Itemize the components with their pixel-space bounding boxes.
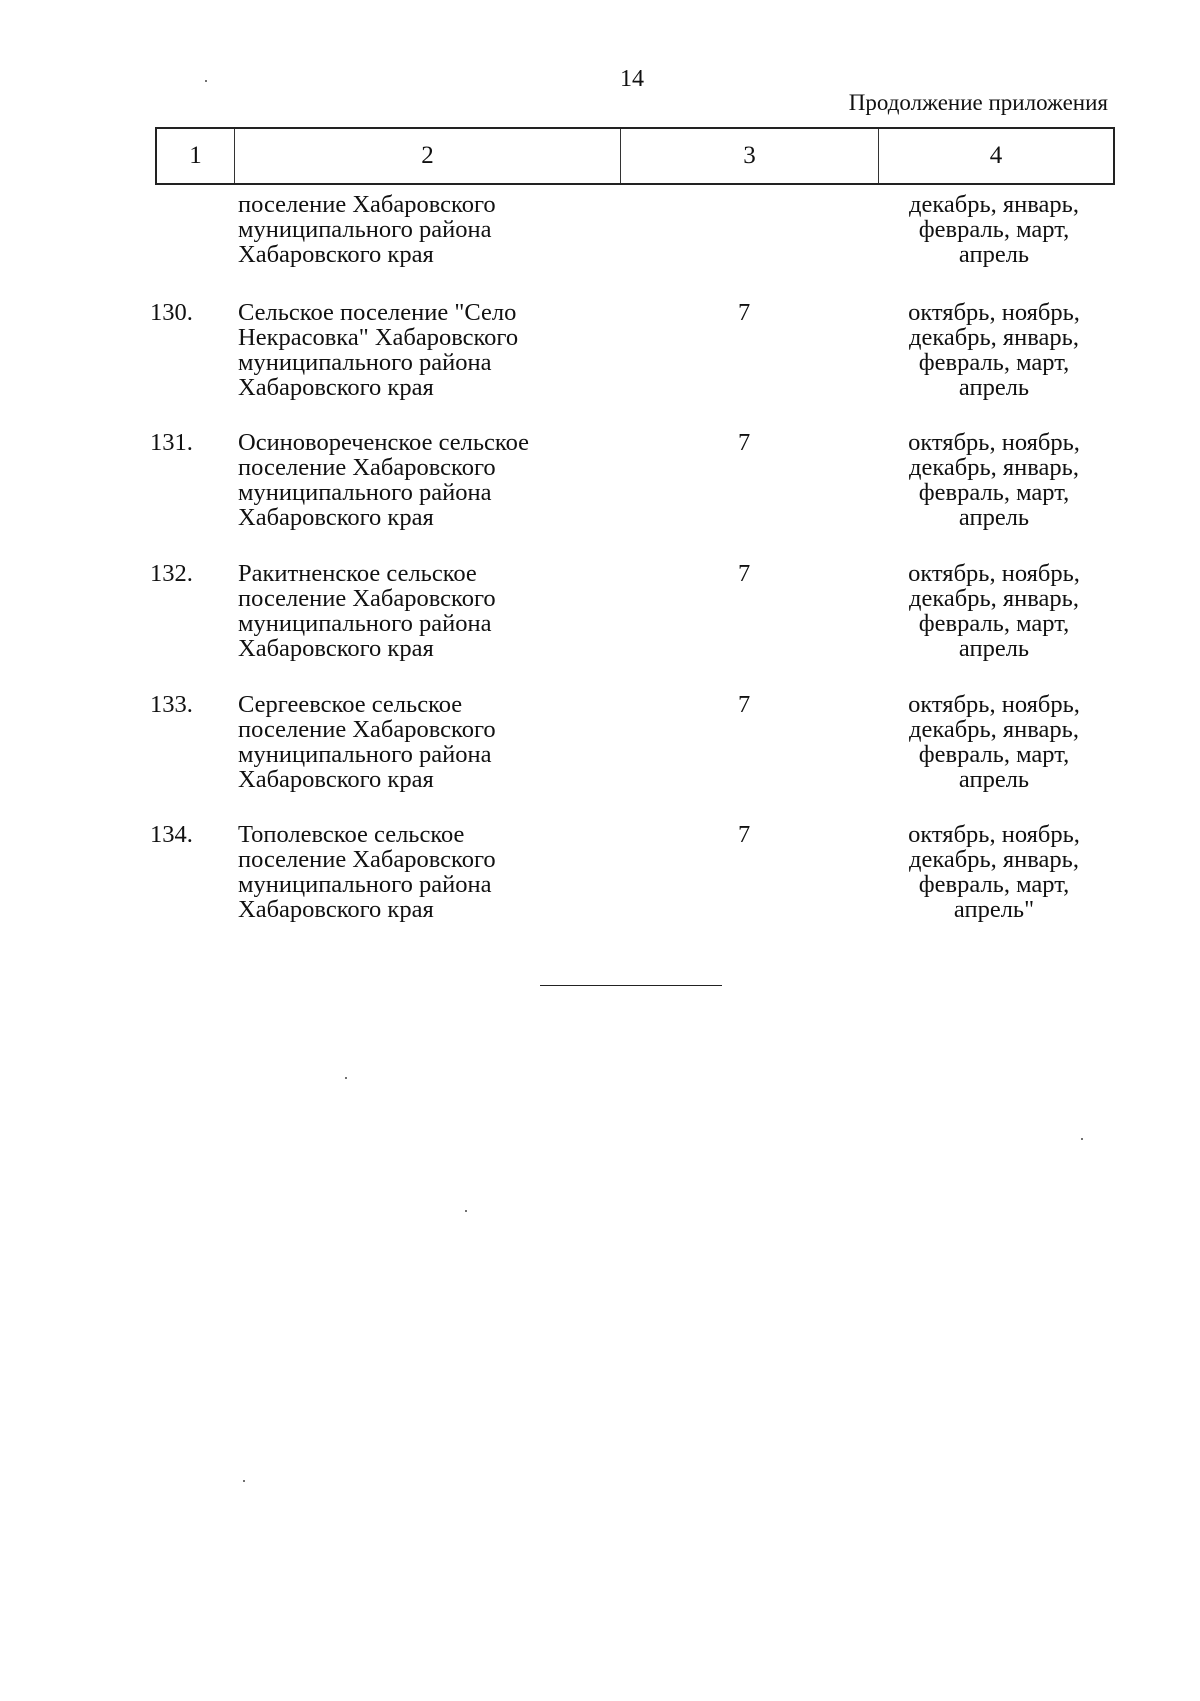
period-months [880, 561, 1108, 661]
settlement-name-line: поселение Хабаровского [238, 846, 496, 873]
period-line: декабрь, январь, [909, 846, 1079, 873]
quantity-value: 7 [738, 691, 751, 718]
period-line: апрель [958, 766, 1030, 793]
header-col-2: 2 [235, 129, 621, 183]
period-line: октябрь, ноябрь, [908, 821, 1080, 848]
period-line: декабрь, январь, [909, 324, 1079, 351]
scan-speck [243, 1480, 245, 1482]
period-months [880, 430, 1108, 530]
row-number: 131. [150, 429, 193, 456]
period-line: апрель [958, 635, 1030, 662]
period-line: февраль, март, [918, 479, 1070, 506]
settlement-name-line: Хабаровского края [238, 896, 434, 923]
period-line: октябрь, ноябрь, [908, 299, 1080, 326]
settlement-name [238, 300, 658, 400]
settlement-name-line: муниципального района [238, 216, 492, 243]
settlement-name-line: Сельское поселение "Село [238, 299, 517, 326]
settlement-name-line: Хабаровского края [238, 766, 434, 793]
settlement-name [238, 192, 658, 267]
quantity-value: 7 [738, 560, 751, 587]
row-number: 133. [150, 691, 193, 718]
continuation-label: Продолжение приложения [848, 90, 1108, 115]
period-months [880, 192, 1108, 267]
header-col-4: 4 [989, 142, 1003, 169]
period-line: октябрь, ноябрь, [908, 560, 1080, 587]
period-line: декабрь, январь, [909, 454, 1079, 481]
page-number: 14 [620, 66, 644, 92]
period-line: декабрь, январь, [909, 585, 1079, 612]
end-divider [540, 985, 722, 986]
settlement-name-line: Хабаровского края [238, 504, 434, 531]
period-line: апрель [958, 241, 1030, 268]
period-line: февраль, март, [918, 610, 1070, 637]
settlement-name-line: муниципального района [238, 349, 492, 376]
row-number: 132. [150, 560, 193, 587]
settlement-name-line: поселение Хабаровского [238, 716, 496, 743]
settlement-name [238, 822, 658, 922]
period-line: апрель [958, 504, 1030, 531]
scan-speck [1081, 1138, 1083, 1140]
quantity-value: 7 [738, 299, 751, 326]
table-header [155, 127, 1115, 185]
scan-speck [345, 1077, 347, 1079]
row-number: 130. [150, 299, 193, 326]
settlement-name-line: поселение Хабаровского [238, 454, 496, 481]
period-line: февраль, март, [918, 216, 1070, 243]
row-number: 134. [150, 821, 193, 848]
settlement-name-line: Сергеевское сельское [238, 691, 463, 718]
period-months [880, 300, 1108, 400]
settlement-name-line: поселение Хабаровского [238, 585, 496, 612]
period-line: апрель" [953, 896, 1035, 923]
quantity-value: 7 [738, 821, 751, 848]
settlement-name-line: муниципального района [238, 871, 492, 898]
period-line: февраль, март, [918, 741, 1070, 768]
header-col-3: 3 [621, 129, 879, 183]
settlement-name-line: Осиновореченское сельское [238, 429, 529, 456]
period-line: февраль, март, [918, 349, 1070, 376]
period-months [880, 822, 1108, 922]
settlement-name-line: Хабаровского края [238, 241, 434, 268]
settlement-name-line: Хабаровского края [238, 635, 434, 662]
settlement-name-line: Хабаровского края [238, 374, 434, 401]
period-line: октябрь, ноябрь, [908, 691, 1080, 718]
period-line: апрель [958, 374, 1030, 401]
scan-speck [205, 80, 207, 82]
period-line: декабрь, январь, [909, 191, 1079, 218]
period-months [880, 692, 1108, 792]
settlement-name [238, 561, 658, 661]
settlement-name [238, 430, 658, 530]
header-col-1: 1 [157, 129, 235, 183]
period-line: декабрь, январь, [909, 716, 1079, 743]
settlement-name-line: поселение Хабаровского [238, 191, 496, 218]
settlement-name [238, 692, 658, 792]
settlement-name-line: Ракитненское сельское [238, 560, 477, 587]
settlement-name-line: Некрасовка" Хабаровского [238, 324, 519, 351]
settlement-name-line: муниципального района [238, 610, 492, 637]
settlement-name-line: Тополевское сельское [238, 821, 465, 848]
period-line: февраль, март, [918, 871, 1070, 898]
settlement-name-line: муниципального района [238, 741, 492, 768]
scan-speck [465, 1210, 467, 1212]
period-line: октябрь, ноябрь, [908, 429, 1080, 456]
settlement-name-line: муниципального района [238, 479, 492, 506]
quantity-value: 7 [738, 429, 751, 456]
